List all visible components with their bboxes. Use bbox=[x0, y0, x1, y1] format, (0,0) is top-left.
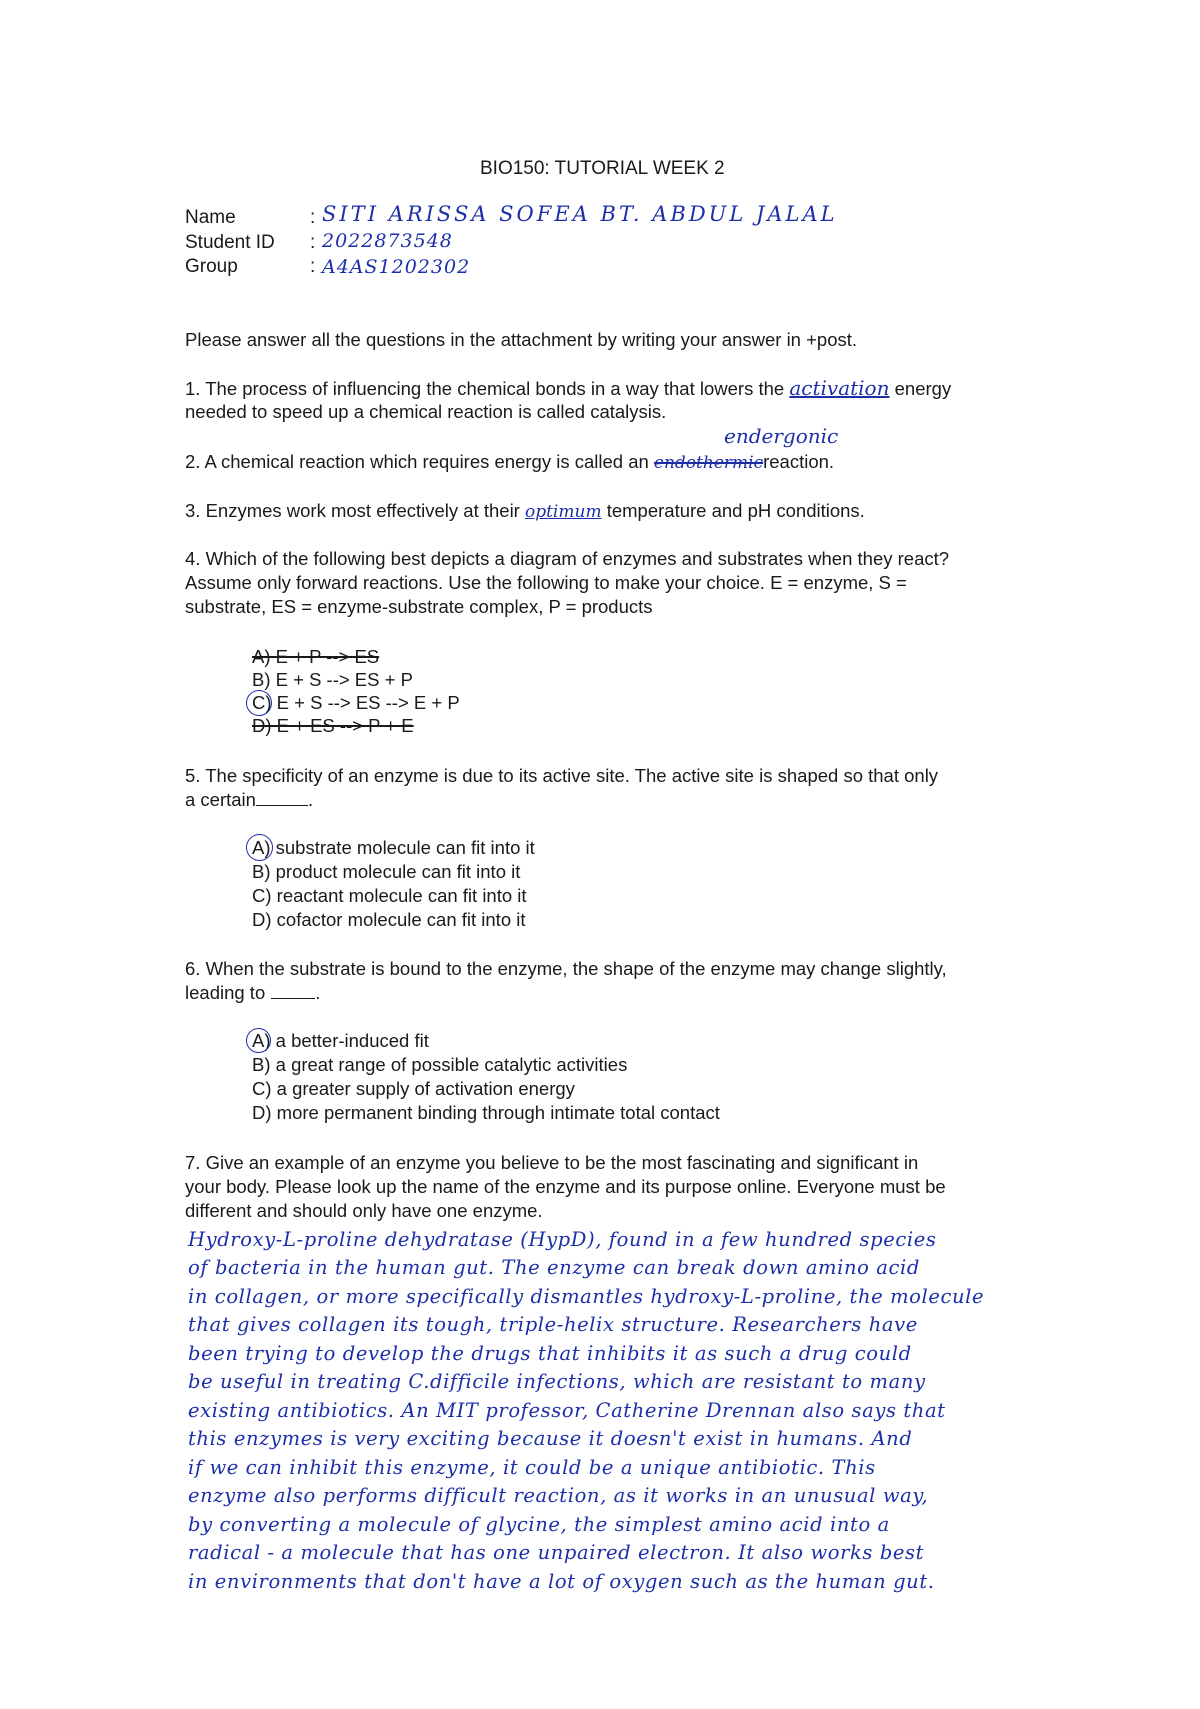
q5-option-a: A) substrate molecule can fit into it bbox=[252, 837, 535, 858]
q3-text-end: temperature and pH conditions. bbox=[601, 500, 865, 521]
student-id-label: Student ID bbox=[185, 232, 275, 253]
q7-answer-line: in collagen, or more specifically dismantles hydroxy-L-proline, the molecule bbox=[188, 1285, 985, 1308]
q6-option-d: D) more permanent binding through intimate total contact bbox=[252, 1102, 720, 1123]
q6-line1: 6. When the substrate is bound to the enzyme, the shape of the enzyme may change slightly, bbox=[185, 958, 947, 979]
q5-line1: 5. The specificity of an enzyme is due to its active site. The active site is shaped so that only bbox=[185, 765, 939, 786]
q5-line2 bbox=[185, 789, 313, 811]
q6-blank bbox=[271, 998, 315, 999]
q4-option-a: A) E + P --> ES bbox=[252, 646, 380, 667]
question-2 bbox=[185, 451, 834, 474]
q7-line1: 7. Give an example of an enzyme you believe to be the most fascinating and significant in bbox=[185, 1152, 919, 1173]
name-colon: : bbox=[310, 207, 316, 228]
q7-answer-line: that gives collagen its tough, triple-helix structure. Researchers have bbox=[188, 1313, 918, 1336]
q4-option-b: B) E + S --> ES + P bbox=[252, 669, 413, 690]
q5-option-c: C) reactant molecule can fit into it bbox=[252, 885, 527, 906]
q5-option-b: B) product molecule can fit into it bbox=[252, 861, 521, 882]
q7-answer-line: enzyme also performs difficult reaction, as it works in an unusual way, bbox=[188, 1484, 929, 1507]
question-1 bbox=[185, 377, 951, 400]
q6-line2-end: . bbox=[315, 982, 321, 1003]
q1-text: 1. The process of influencing the chemical bonds in a way that lowers the bbox=[185, 378, 790, 399]
group-label: Group bbox=[185, 256, 238, 277]
q7-answer-line: be useful in treating C.difficile infections, which are resistant to many bbox=[188, 1370, 926, 1393]
q3-answer: optimum bbox=[524, 502, 602, 522]
name-value: SITI ARISSA SOFEA BT. ABDUL JALAL bbox=[322, 202, 838, 226]
group-value: A4AS1202302 bbox=[322, 256, 471, 278]
q7-answer-line: existing antibiotics. An MIT professor, Catherine Drennan also says that bbox=[188, 1399, 946, 1422]
q6-option-a: A) a better-induced fit bbox=[252, 1030, 429, 1051]
q7-answer-line: of bacteria in the human gut. The enzyme can break down amino acid bbox=[188, 1256, 920, 1279]
q1-text-end: energy bbox=[889, 378, 952, 399]
q2-text: 2. A chemical reaction which requires energy is called an bbox=[185, 451, 654, 472]
q3-text: 3. Enzymes work most effectively at their bbox=[185, 500, 525, 521]
q4-line2: Assume only forward reactions. Use the following to make your choice. E = enzyme, S = bbox=[185, 572, 907, 593]
q5-line2-text: a certain bbox=[185, 789, 256, 810]
q4-line3: substrate, ES = enzyme-substrate complex, P = products bbox=[185, 596, 653, 617]
q1-line2: needed to speed up a chemical reaction is called catalysis. bbox=[185, 401, 667, 422]
instruction-text: Please answer all the questions in the attachment by writing your answer in +post. bbox=[185, 329, 858, 350]
q6-line2 bbox=[185, 982, 320, 1004]
q7-answer-line: if we can inhibit this enzyme, it could be a unique antibiotic. This bbox=[188, 1456, 876, 1479]
q7-answer-line: been trying to develop the drugs that inhibits it as such a drug could bbox=[188, 1342, 912, 1365]
q2-text-end: reaction. bbox=[763, 451, 835, 472]
q5-line2-end: . bbox=[307, 789, 314, 810]
student-id-value: 2022873548 bbox=[322, 230, 453, 252]
name-label: Name bbox=[185, 207, 236, 228]
q7-line3: different and should only have one enzyme. bbox=[185, 1200, 543, 1221]
q2-correction: endergonic bbox=[724, 424, 839, 448]
question-3 bbox=[185, 500, 865, 523]
q4-line1: 4. Which of the following best depicts a diagram of enzymes and substrates when they react? bbox=[185, 548, 950, 569]
group-colon: : bbox=[310, 256, 316, 277]
page-title: BIO150: TUTORIAL WEEK 2 bbox=[480, 158, 725, 179]
q2-crossed-answer: endothermic bbox=[653, 453, 764, 473]
q4-option-c: C) E + S --> ES --> E + P bbox=[252, 692, 460, 713]
q7-answer-line: in environments that don't have a lot of oxygen such as the human gut. bbox=[188, 1570, 935, 1593]
q6-answer-circle bbox=[246, 1028, 271, 1053]
q4-answer-circle bbox=[246, 690, 272, 716]
q1-answer: activation bbox=[789, 376, 890, 400]
q5-option-d: D) cofactor molecule can fit into it bbox=[252, 909, 526, 930]
student-id-colon: : bbox=[310, 232, 316, 253]
q4-option-d: D) E + ES --> P + E bbox=[252, 715, 414, 736]
q6-option-c: C) a greater supply of activation energy bbox=[252, 1078, 575, 1099]
q7-answer-line: this enzymes is very exciting because it doesn't exist in humans. And bbox=[188, 1427, 913, 1450]
q7-answer-line: radical - a molecule that has one unpaired electron. It also works best bbox=[188, 1541, 925, 1564]
q6-option-b: B) a great range of possible catalytic activities bbox=[252, 1054, 628, 1075]
q7-answer-line: by converting a molecule of glycine, the simplest amino acid into a bbox=[188, 1513, 890, 1536]
q7-line2: your body. Please look up the name of the enzyme and its purpose online. Everyone must be bbox=[185, 1176, 946, 1197]
q6-line2-text: leading to bbox=[185, 982, 266, 1003]
q5-answer-circle bbox=[246, 834, 273, 861]
q7-answer-line: Hydroxy-L-proline dehydratase (HypD), found in a few hundred species bbox=[188, 1228, 937, 1251]
q5-blank bbox=[256, 805, 308, 806]
